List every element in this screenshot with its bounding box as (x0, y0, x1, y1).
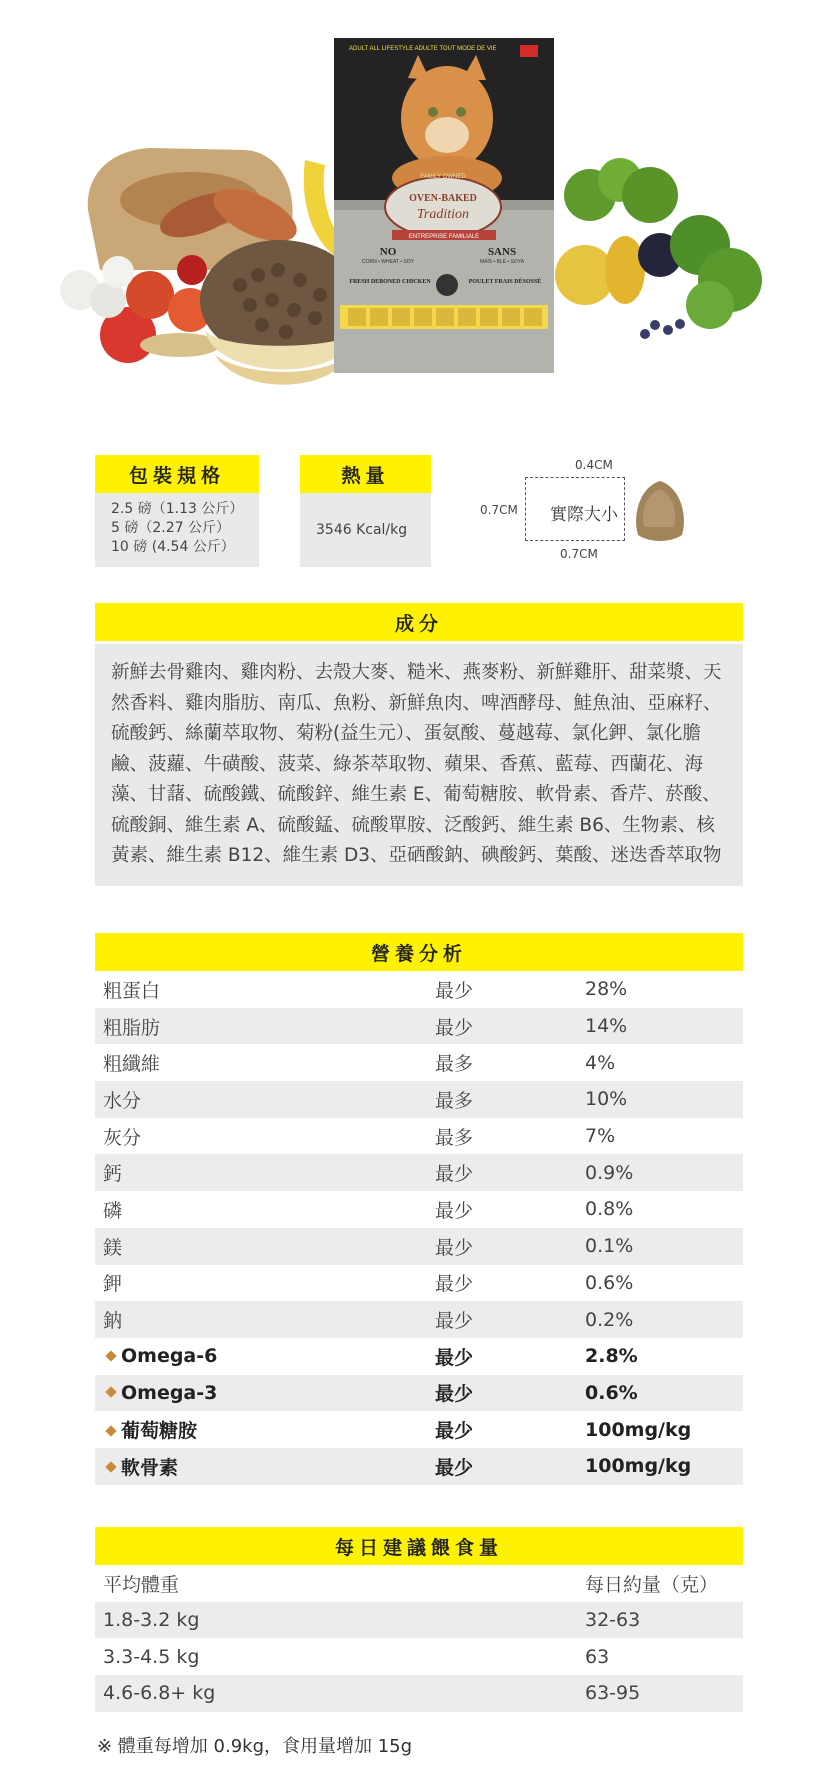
nutrition-row (95, 1375, 743, 1412)
nutrient-qualifier: 最少 (435, 1016, 474, 1039)
nutrient-name (95, 1233, 435, 1260)
nutrient-label: 磷 (103, 1199, 123, 1222)
package-spec-list (95, 493, 259, 565)
nutrient-name (95, 1306, 435, 1333)
nutrient-label: 葡萄糖胺 (121, 1420, 198, 1443)
nutrition-row (95, 1338, 743, 1375)
nutrition-row (95, 1081, 743, 1118)
svg-text:CORN • WHEAT • SOY: CORN • WHEAT • SOY (362, 259, 414, 265)
svg-text:Tradition: Tradition (416, 207, 470, 222)
nutrient-qualifier: 最多 (435, 1126, 474, 1149)
nutrient-label: 粗脂肪 (103, 1016, 161, 1039)
feeding-row (95, 1638, 743, 1675)
nutrient-label: 水分 (103, 1089, 142, 1112)
feeding-amount: 63 (585, 1645, 610, 1668)
nutrient-value: 0.9% (585, 1161, 634, 1184)
svg-text:POULET FRAIS DÉSOSSÉ: POULET FRAIS DÉSOSSÉ (468, 279, 542, 285)
nutrient-value: 100mg/kg (585, 1418, 692, 1441)
svg-text:FAMILY OWNED: FAMILY OWNED (420, 174, 466, 180)
nutrient-value: 4% (585, 1051, 616, 1074)
svg-text:ADULT ALL LIFESTYLE ADULTE TOU: ADULT ALL LIFESTYLE ADULTE TOUT MODE DE VIE (349, 46, 497, 52)
kibble-actual-size-label: 實際大小 (550, 505, 618, 525)
svg-text:NO: NO (379, 246, 397, 258)
feeding-weight: 4.6-6.8+ kg (103, 1682, 216, 1705)
nutrient-name (95, 976, 435, 1003)
diamond-bullet-icon (105, 1387, 116, 1398)
diamond-bullet-icon (105, 1425, 116, 1436)
nutrient-qualifier: 最少 (435, 1346, 474, 1369)
nutrition-row (95, 1118, 743, 1155)
feeding-amount: 63-95 (585, 1682, 641, 1705)
nutrient-name (95, 1086, 435, 1113)
feeding-table (95, 1565, 743, 1712)
feeding-title: 每日建議餵食量 (95, 1527, 743, 1565)
nutrient-value: 0.6% (585, 1381, 638, 1404)
product-hero-image (0, 0, 833, 420)
nutrient-name (95, 1159, 435, 1186)
feeding-note: ※ 體重每增加 0.9kg，食用量增加 15g (97, 1736, 413, 1757)
kibble-depth-label: 0.7CM (560, 547, 598, 561)
nutrient-label: 灰分 (103, 1126, 142, 1149)
nutrient-label: 鈣 (103, 1163, 123, 1186)
nutrition-row (95, 1044, 743, 1081)
nutrition-row (95, 1228, 743, 1265)
nutrient-label: Omega-3 (121, 1381, 218, 1404)
calories-value: 3546 Kcal/kg (316, 521, 408, 538)
diamond-bullet-icon (105, 1350, 116, 1361)
nutrition-row (95, 1008, 743, 1045)
nutrient-label: 鎂 (103, 1236, 123, 1259)
nutrient-label: 粗纖維 (103, 1053, 161, 1076)
svg-text:MAÏS • BLÉ • SOYA: MAÏS • BLÉ • SOYA (479, 259, 525, 265)
nutrient-name (95, 1453, 435, 1480)
nutrition-row (95, 1301, 743, 1338)
nutrient-label: Omega-6 (121, 1345, 218, 1368)
product-bag-illustration (334, 38, 554, 373)
feeding-weight: 3.3-4.5 kg (103, 1645, 200, 1668)
kibble-piece-icon (630, 475, 690, 545)
nutrient-value: 28% (585, 978, 628, 1001)
nutrition-row (95, 1154, 743, 1191)
feeding-amount: 32-63 (585, 1609, 641, 1632)
nutrient-value: 0.1% (585, 1235, 634, 1258)
nutrient-label: 鉀 (103, 1273, 123, 1296)
nutrient-name (95, 1196, 435, 1223)
nutrition-row (95, 1191, 743, 1228)
package-size: 2.5 磅（1.13 公斤） (111, 501, 244, 517)
package-spec-title: 包裝規格 (95, 455, 259, 493)
nutrient-name (95, 1382, 435, 1404)
calories-panel (300, 455, 431, 567)
nutrient-qualifier: 最多 (435, 1089, 474, 1112)
feeding-header-amount: 每日約量（克） (585, 1573, 719, 1596)
kibble-width-label: 0.4CM (575, 458, 613, 472)
nutrition-row (95, 1411, 743, 1448)
nutrient-value: 10% (585, 1088, 628, 1111)
ingredients-text: 新鮮去骨雞肉、雞肉粉、去殼大麥、糙米、燕麥粉、新鮮雞肝、甜菜漿、天然香料、雞肉脂肪、南瓜、魚粉、新鮮魚肉、啤酒酵母、鮭魚油、亞麻籽、硫酸鈣、絲蘭萃取物、菊粉(益生元）、蛋氨酸、蔓越莓、氯化鉀、氯化膽鹼、菠蘿、牛磺酸、菠菜、綠茶萃取物、蘋果、香蕉、藍莓、西蘭花、海藻、甘藷、硫酸鐵、硫酸鋅、維生素 E、葡萄糖胺、軟骨素、香芹、菸酸、硫酸銅、維生素 A、硫酸錳、硫酸單胺、泛酸鈣、維生素 B6、生物素、核黃素、維生素 B12、維生素 D3、亞硒酸鈉、碘酸鈣、葉酸、迷迭香萃取物 (95, 644, 743, 886)
nutrient-name (95, 1013, 435, 1040)
nutrient-name (95, 1123, 435, 1150)
vegetables-illustration (555, 158, 762, 339)
feeding-row (95, 1675, 743, 1712)
package-size: 10 磅 (4.54 公斤） (111, 539, 235, 555)
diamond-bullet-icon (105, 1462, 116, 1473)
nutrient-value: 100mg/kg (585, 1455, 692, 1478)
nutrient-value: 0.6% (585, 1271, 634, 1294)
svg-text:ENTREPRISE FAMILIALE: ENTREPRISE FAMILIALE (408, 234, 480, 240)
nutrient-name (95, 1269, 435, 1296)
nutrient-name (95, 1049, 435, 1076)
nutrient-qualifier: 最多 (435, 1053, 474, 1076)
svg-text:FRESH DEBONED CHICKEN: FRESH DEBONED CHICKEN (349, 279, 431, 285)
nutrient-qualifier: 最少 (435, 1199, 474, 1222)
nutrient-value: 2.8% (585, 1345, 638, 1368)
nutrient-qualifier: 最少 (435, 1236, 474, 1259)
nutrient-qualifier: 最少 (435, 1383, 474, 1406)
feeding-header-row (95, 1565, 743, 1602)
nutrient-qualifier: 最少 (435, 1273, 474, 1296)
kibble-size-diagram (480, 455, 720, 565)
svg-text:SANS: SANS (487, 246, 517, 258)
nutrient-name (95, 1345, 435, 1367)
feeding-weight: 1.8-3.2 kg (103, 1609, 200, 1632)
feeding-header-weight: 平均體重 (103, 1573, 180, 1596)
package-size: 5 磅（2.27 公斤） (111, 520, 230, 536)
nutrition-row (95, 971, 743, 1008)
nutrient-value: 14% (585, 1015, 628, 1038)
ingredients-title: 成分 (95, 603, 743, 641)
nutrient-label: 鈉 (103, 1310, 123, 1333)
nutrient-label: 粗蛋白 (103, 979, 161, 1002)
nutrient-qualifier: 最少 (435, 1420, 474, 1443)
calories-title: 熱量 (300, 455, 431, 493)
nutrition-row (95, 1448, 743, 1485)
nutrient-value: 0.2% (585, 1308, 634, 1331)
nutrition-title: 營養分析 (95, 933, 743, 971)
nutrition-row (95, 1265, 743, 1302)
nutrient-qualifier: 最少 (435, 1456, 474, 1479)
nutrient-qualifier: 最少 (435, 1163, 474, 1186)
nutrient-label: 軟骨素 (121, 1456, 179, 1479)
nutrient-qualifier: 最少 (435, 979, 474, 1002)
nutrient-value: 7% (585, 1125, 616, 1148)
kibble-height-label: 0.7CM (480, 503, 518, 517)
package-spec-panel (95, 455, 259, 567)
nutrition-table (95, 971, 743, 1485)
feeding-row (95, 1602, 743, 1639)
nutrient-value: 0.8% (585, 1198, 634, 1221)
nutrient-name (95, 1416, 435, 1443)
svg-text:OVEN-BAKED: OVEN-BAKED (409, 193, 477, 204)
nutrient-qualifier: 最少 (435, 1310, 474, 1333)
